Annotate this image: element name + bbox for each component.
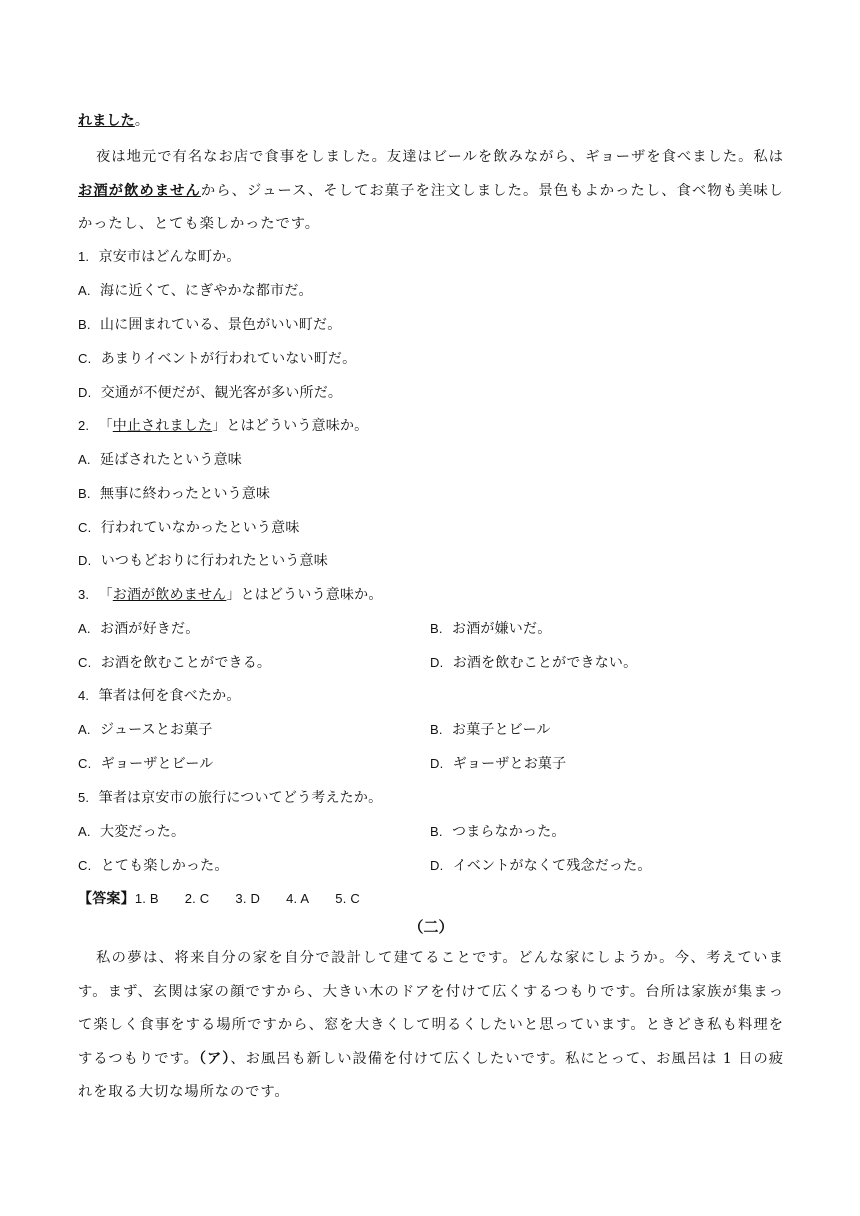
option-label: B.	[430, 722, 443, 737]
answer-key	[78, 889, 360, 909]
question-text: 京安市はどんな町か。	[98, 249, 241, 265]
quote-open: 「	[98, 587, 113, 603]
underlined-phrase: お酒が飲めません	[112, 587, 227, 603]
option-text: 行われていなかったという意味	[100, 520, 300, 536]
option-label: A.	[78, 722, 91, 737]
top-fragment-end: 。	[134, 113, 150, 129]
option-label: B.	[430, 824, 443, 839]
option-text: つまらなかった。	[452, 824, 566, 840]
option-text: お酒を飲むことができる。	[100, 655, 272, 671]
q4-option-a	[78, 720, 213, 740]
para1-bold-phrase: お酒が飲めません	[78, 182, 201, 199]
option-label: C.	[78, 858, 92, 873]
option-label: B.	[78, 317, 91, 332]
answer-item: 4. A	[286, 891, 310, 906]
answer-item: 2. C	[184, 891, 210, 906]
option-text: いつもどおりに行われたという意味	[100, 553, 328, 569]
option-text: あまりイベントが行われていない町だ。	[100, 351, 357, 367]
option-label: C.	[78, 756, 92, 771]
question-3	[78, 585, 383, 605]
answer-item: 3. D	[235, 891, 261, 906]
option-label: A.	[78, 621, 91, 636]
q4-option-c	[78, 754, 213, 774]
question-5	[78, 788, 382, 808]
option-label: C.	[78, 655, 92, 670]
option-label: A.	[78, 824, 91, 839]
option-label: B.	[78, 486, 91, 501]
option-text: 延ばされたという意味	[100, 452, 242, 468]
question-number: 2.	[78, 418, 90, 433]
question-number: 4.	[78, 688, 90, 703]
q3-option-d	[430, 653, 637, 673]
option-label: A.	[78, 452, 91, 467]
paragraph-1	[78, 141, 784, 242]
option-text: 海に近くて、にぎやかな都市だ。	[100, 283, 313, 299]
underlined-phrase: 中止されました	[112, 418, 213, 434]
option-text: ギョーザとビール	[100, 756, 214, 772]
para2-text-a: 私の夢は、将来自分の家を自分で設計して建てることです。どんな家にしようか。今、考えています。まず、玄関は家の顔ですから、大きい木のドアを付けて広くするつもりです。台所は家族が集まって楽しく食事をする場所ですから、窓を大きくして明るくしたいと思っています。ときどき私も料理をするつもりです。	[78, 950, 784, 1067]
quote-open: 「	[98, 418, 113, 434]
q5-option-a	[78, 822, 185, 842]
q5-option-c	[78, 856, 229, 876]
option-text: ジュースとお菓子	[100, 722, 213, 738]
question-text: 筆者は何を食べたか。	[98, 688, 241, 704]
q2-option-d	[78, 551, 328, 571]
q3-option-a	[78, 619, 199, 639]
q1-option-a	[78, 281, 313, 301]
option-label: C.	[78, 520, 92, 535]
question-2	[78, 416, 368, 436]
option-text: 無事に終わったという意味	[100, 486, 271, 502]
q2-option-b	[78, 484, 270, 504]
option-label: D.	[430, 655, 444, 670]
q3-option-b	[430, 619, 551, 639]
question-text: 」とはどういう意味か。	[212, 418, 369, 434]
q4-option-b	[430, 720, 551, 740]
option-text: お菓子とビール	[452, 722, 551, 738]
question-number: 1.	[78, 249, 90, 264]
question-number: 5.	[78, 790, 90, 805]
option-label: D.	[78, 385, 92, 400]
option-text: ギョーザとお菓子	[452, 756, 567, 772]
option-text: 交通が不便だが、観光客が多い所だ。	[100, 385, 343, 401]
option-text: イベントがなくて残念だった。	[452, 858, 652, 874]
q5-option-b	[430, 822, 566, 842]
para2-text-b: 、お風呂も新しい設備を付けて広くしたいです。私にとって、お風呂は 1 日の疲れを取る大切な場所なのです。	[78, 1050, 784, 1101]
option-text: とても楽しかった。	[100, 858, 229, 874]
q5-option-d	[430, 856, 652, 876]
blank-marker: （ア）	[198, 1050, 231, 1067]
question-text: 」とはどういう意味か。	[226, 587, 383, 603]
option-label: D.	[430, 756, 444, 771]
option-label: A.	[78, 283, 91, 298]
option-label: C.	[78, 351, 92, 366]
top-fragment-line	[78, 111, 149, 131]
option-text: お酒が好きだ。	[100, 621, 200, 637]
section-title: （二）	[408, 918, 454, 936]
question-1	[78, 247, 241, 267]
option-text: お酒を飲むことができない。	[452, 655, 638, 671]
option-label: D.	[430, 858, 444, 873]
q4-option-d	[430, 754, 566, 774]
q3-option-c	[78, 653, 271, 673]
para1-text-a: 夜は地元で有名なお店で食事をしました。友達はビールを飲みながら、ギョーザを食べました。私は	[96, 149, 784, 165]
q2-option-c	[78, 518, 300, 538]
option-text: お酒が嫌いだ。	[452, 621, 552, 637]
answer-item: 5. C	[335, 891, 360, 906]
question-4	[78, 686, 241, 706]
option-label: D.	[78, 553, 92, 568]
answer-item: 1. B	[134, 891, 159, 906]
question-number: 3.	[78, 587, 90, 602]
option-label: B.	[430, 621, 443, 636]
option-text: 山に囲まれている、景色がいい町だ。	[100, 317, 342, 333]
question-text: 筆者は京安市の旅行についてどう考えたか。	[98, 790, 383, 806]
q1-option-b	[78, 315, 341, 335]
para1-text-b: から、ジュース、そしてお菓子を注文しました。景色もよかったし、食べ物も美味しかったし、とても楽しかったです。	[78, 182, 785, 233]
q1-option-d	[78, 383, 342, 403]
option-text: 大変だった。	[100, 824, 186, 840]
q2-option-a	[78, 450, 242, 470]
top-fragment-underlined: れました	[78, 113, 135, 129]
q1-option-c	[78, 349, 356, 369]
answer-label: 【答案】	[78, 891, 135, 907]
paragraph-2	[78, 942, 784, 1110]
